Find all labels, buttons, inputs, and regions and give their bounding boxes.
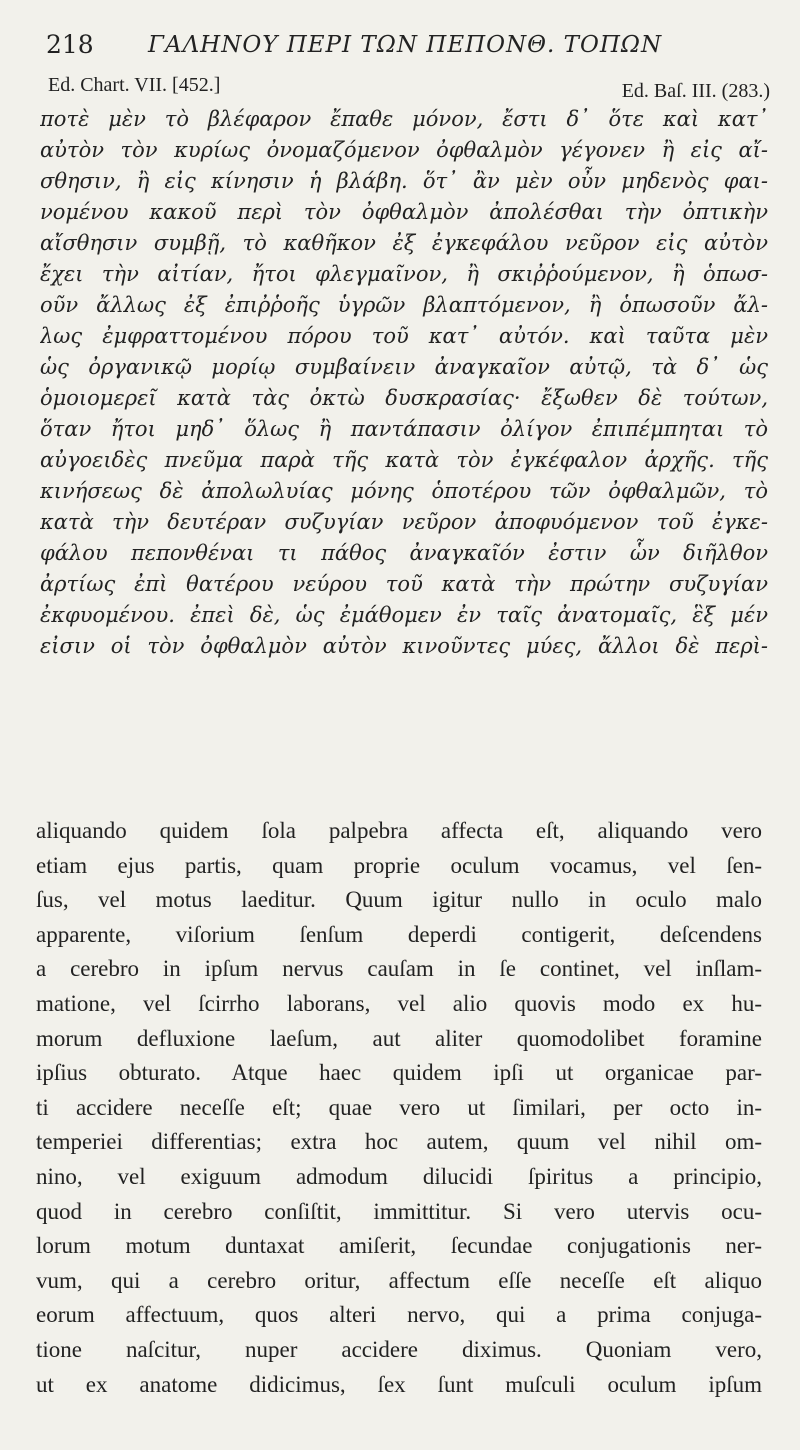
latin-text-line: matione, vel ſcirrho laborans, vel alio quovis modo ex hu- [36,990,762,1016]
latin-text-line: nino, vel exiguum admodum dilucidi ſpiritus a principio, [36,1163,762,1189]
latin-text-line: ut ex anatome didicimus, ſex ſunt muſculi oculum ipſum [36,1371,762,1397]
greek-text-line: ποτὲ μὲν τὸ βλέφαρον ἔπαθε μόνον, ἔστι δ᾽ ὅτε καὶ κατ᾽ [40,107,768,131]
greek-text-line: αὐτὸν τὸν κυρίως ὀνομαζόμενον ὀφθαλμὸν γέγονεν ἢ εἰς αἴ- [40,138,768,162]
greek-text-line: κατὰ τὴν δευτέραν συζυγίαν νεῦρον ἀποφυόμενον τοῦ ἐγκε- [40,510,768,534]
latin-text-line: morum defluxione laeſum, aut aliter quomodolibet foramine [36,1025,762,1051]
edition-references [40,74,770,102]
greek-text-line: ἔχει τὴν αἰτίαν, ἤτοι φλεγμαῖνον, ἢ σκιῤῥούμενον, ἢ ὁπωσ- [40,262,768,286]
latin-text-line: a cerebro in ipſum nervus cauſam in ſe continet, vel inſlam- [36,956,762,982]
greek-text-block [40,104,768,662]
latin-text-line: apparente, viſorium ſenſum deperdi contigerit, deſcendens [36,921,762,947]
greek-text-line: φάλου πεπονθέναι τι πάθος ἀναγκαῖόν ἐστιν ὧν διῆλθον [40,541,768,565]
greek-text-line: ὅταν ἤτοι μηδ᾽ ὅλως ἢ παντάπασιν ὀλίγον ἐπιπέμπηται τὸ [40,417,768,441]
greek-text-line: ἀρτίως ἐπὶ θατέρου νεύρου τοῦ κατὰ τὴν πρώτην συζυγίαν [40,572,768,596]
latin-text-line: eorum affectuum, quos alteri nervo, qui a prima conjuga- [36,1302,762,1328]
latin-text-line: quod in cerebro conſiſtit, immittitur. Si vero utervis ocu- [36,1198,762,1224]
greek-text-line: ὁμοιομερεῖ κατὰ τὰς ὀκτὼ δυσκρασίας· ἔξωθεν δὲ τούτων, [40,386,768,410]
greek-text-line: σθησιν, ἢ εἰς κίνησιν ἡ βλάβη. ὅτ᾽ ἂν μὲν οὖν μηδενὸς φαι- [40,169,768,193]
greek-text-line: ὡς ὀργανικῷ μορίῳ συμβαίνειν ἀναγκαῖον αὐτῷ, τὰ δ᾽ ὡς [40,355,768,379]
edition-basel-reference: Ed. Baſ. III. (283.) [621,80,770,102]
greek-text-line: ἐκφυομένου. ἐπεὶ δὲ, ὡς ἐμάθομεν ἐν ταῖς ἀνατομαῖς, ἓξ μέν [40,603,768,627]
page-number: 218 [46,30,94,59]
greek-text-line: οῦν ἄλλως ἐξ ἐπιῤῥοῆς ὑγρῶν βλαπτόμενον, ἢ ὁπωσοῦν ἄλ- [40,293,768,317]
latin-text-line: ipſius obturato. Atque haec quidem ipſi ut organicae par- [36,1060,762,1086]
latin-text-line: etiam ejus partis, quam proprie oculum vocamus, vel ſen- [36,852,762,878]
greek-text-line: λως ἐμφραττομένου πόρου τοῦ κατ᾽ αὐτόν. καὶ ταῦτα μὲν [40,324,768,348]
latin-text-line: temperiei differentias; extra hoc autem, quum vel nihil om- [36,1129,762,1155]
greek-text-line: αὐγοειδὲς πνεῦμα παρὰ τῆς κατὰ τὸν ἐγκέφαλον ἀρχῆς. τῆς [40,448,768,472]
greek-text-line: νομένου κακοῦ περὶ τὸν ὀφθαλμὸν ἀπολέσθαι τὴν ὀπτικὴν [40,200,768,224]
latin-text-line: ſus, vel motus laeditur. Quum igitur nullo in oculo malo [36,887,762,913]
latin-text-line: aliquando quidem ſola palpebra affecta eſt, aliquando vero [36,818,762,843]
edition-chart-reference: Ed. Chart. VII. [452.] [48,74,221,96]
page-header [40,30,760,64]
latin-text-line: ti accidere neceſſe eſt; quae vero ut ſimilari, per octo in- [36,1094,762,1120]
greek-text-line: κινήσεως δὲ ἀπολωλυίας μόνης ὁποτέρου τῶν ὀφθαλμῶν, τὸ [40,479,768,503]
latin-text-line: lorum motum duntaxat amiſerit, ſecundae conjugationis ner- [36,1233,762,1259]
running-title: ΓΑΛΗΝΟΥ ΠΕΡΙ ΤΩΝ ΠΕΠΟΝΘ. ΤΟΠΩΝ [148,32,663,58]
latin-text-line: tione naſcitur, nuper accidere diximus. Quoniam vero, [36,1336,762,1362]
greek-text-line: αἴσθησιν συμβῇ, τὸ καθῆκον ἐξ ἐγκεφάλου νεῦρον εἰς αὐτὸν [40,231,768,255]
latin-text-line: vum, qui a cerebro oritur, affectum eſſe neceſſe eſt aliquo [36,1267,762,1293]
latin-text-block [36,814,762,1402]
greek-text-line: εἰσιν οἱ τὸν ὀφθαλμὸν αὐτὸν κινοῦντες μύες, ἄλλοι δὲ περὶ- [40,634,768,658]
